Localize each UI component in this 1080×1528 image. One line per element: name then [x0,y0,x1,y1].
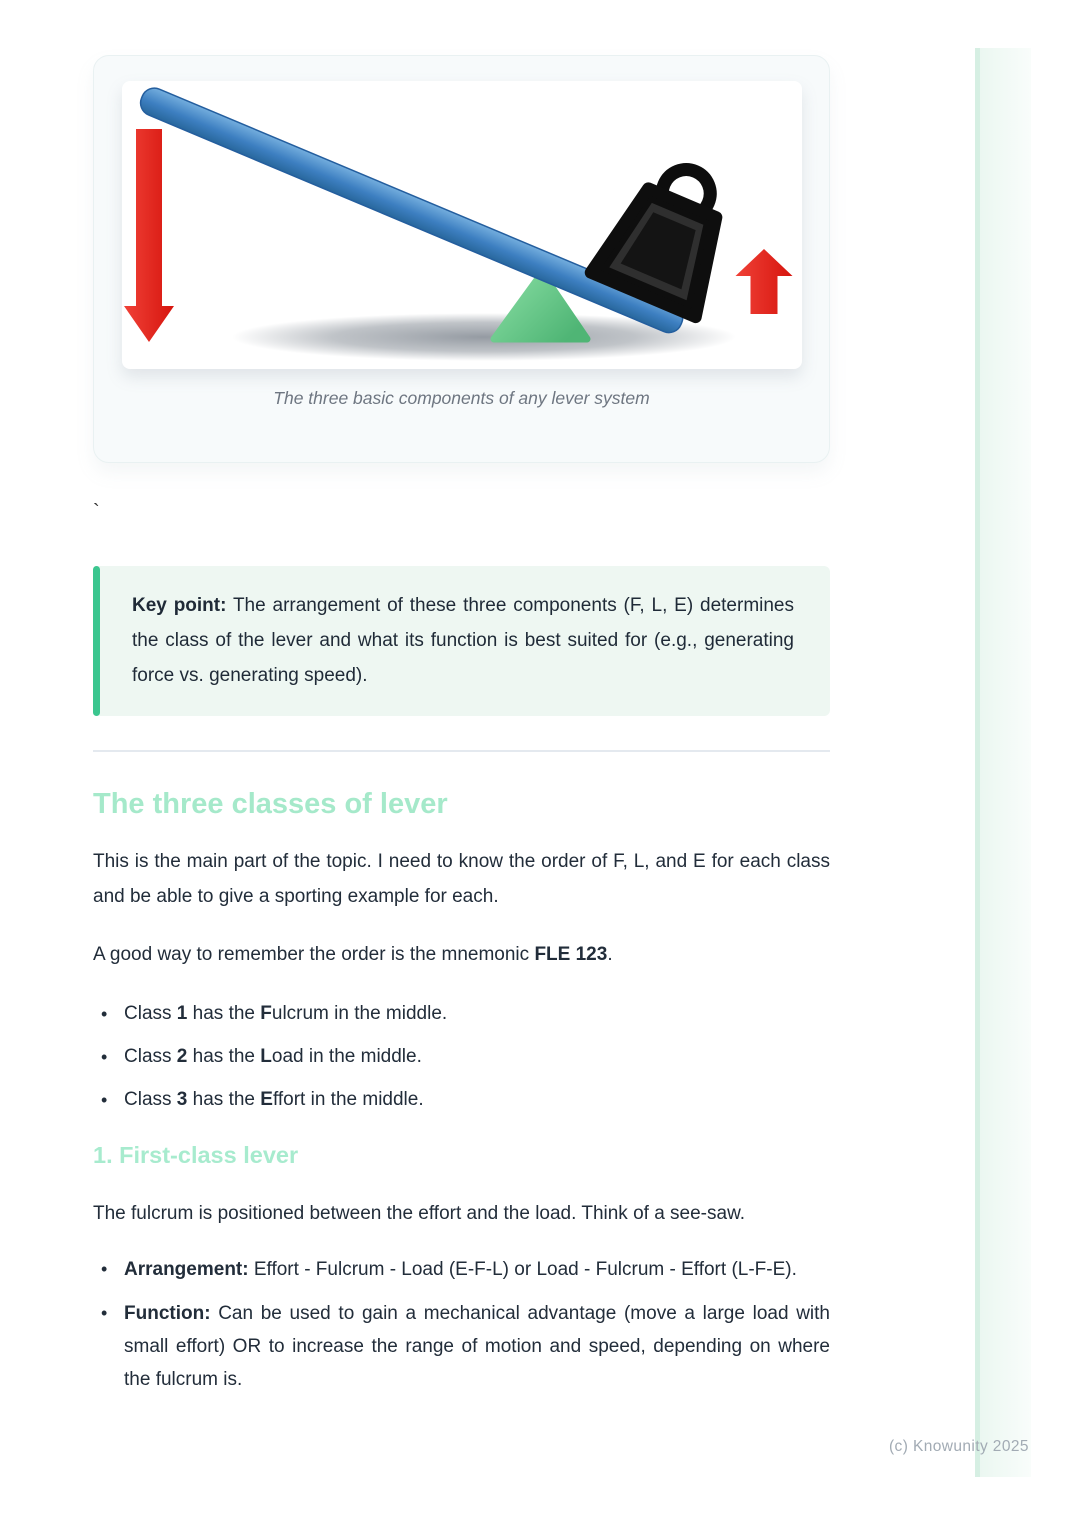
key-point-callout [93,566,830,716]
figure-card [93,55,830,463]
watermark: (c) Knowunity 2025 [889,1438,1029,1455]
first-class-paragraph: The fulcrum is positioned between the effort and the load. Think of a see-saw. [93,1202,746,1224]
list-item-text: Class 2 has the Load in the middle. [124,1045,422,1067]
first-class-details-list [93,1253,830,1396]
lever-illustration-svg [122,81,802,369]
list-item-text: Class 3 has the Effort in the middle. [124,1088,424,1110]
section-heading: The three classes of lever [93,788,448,821]
page-edge-stripe [975,48,1031,1477]
figure-caption: The three basic components of any lever system [273,388,650,408]
mnemonic-paragraph: A good way to remember the order is the mnemonic FLE 123. [93,944,613,966]
list-item [93,997,830,1031]
subsection-heading: 1. First-class lever [93,1141,299,1168]
intro-paragraph: This is the main part of the topic. I need to know the order of F, L, and E for each class and be able to give a sporting example for each. [93,851,830,907]
class-order-list [93,997,830,1117]
bullet-icon: • [101,1302,108,1323]
lever-illustration [122,81,802,369]
list-item [93,1040,830,1074]
list-item-text: Arrangement: Effort - Fulcrum - Load (E-F-L) or Load - Fulcrum - Effort (L-F-E). [124,1258,797,1280]
list-item-text: Class 1 has the Fulcrum in the middle. [124,1002,448,1024]
lever-beam [136,84,686,337]
bullet-icon: • [101,1089,108,1110]
list-item [93,1297,830,1396]
callout-accent-bar [93,566,100,716]
load-up-arrow [735,249,792,314]
section-divider [93,750,830,752]
list-item [93,1253,830,1286]
list-item-text: Function: Can be used to gain a mechanical advantage (move a large load with small effort) OR to increase the range of motion and speed, depending on where the fulcrum is. [124,1302,830,1390]
callout-text: Key point: The arrangement of these three components (F, L, E) determines the class of the lever and what its function is best suited for (e.g., generating force vs. generating speed). [132,595,794,686]
bullet-icon: • [101,1046,108,1067]
effort-down-arrow [124,129,174,342]
list-item [93,1083,830,1117]
bullet-icon: • [101,1258,108,1279]
bullet-icon: • [101,1003,108,1024]
stray-character: ` [93,501,100,523]
content-column [93,0,830,1407]
